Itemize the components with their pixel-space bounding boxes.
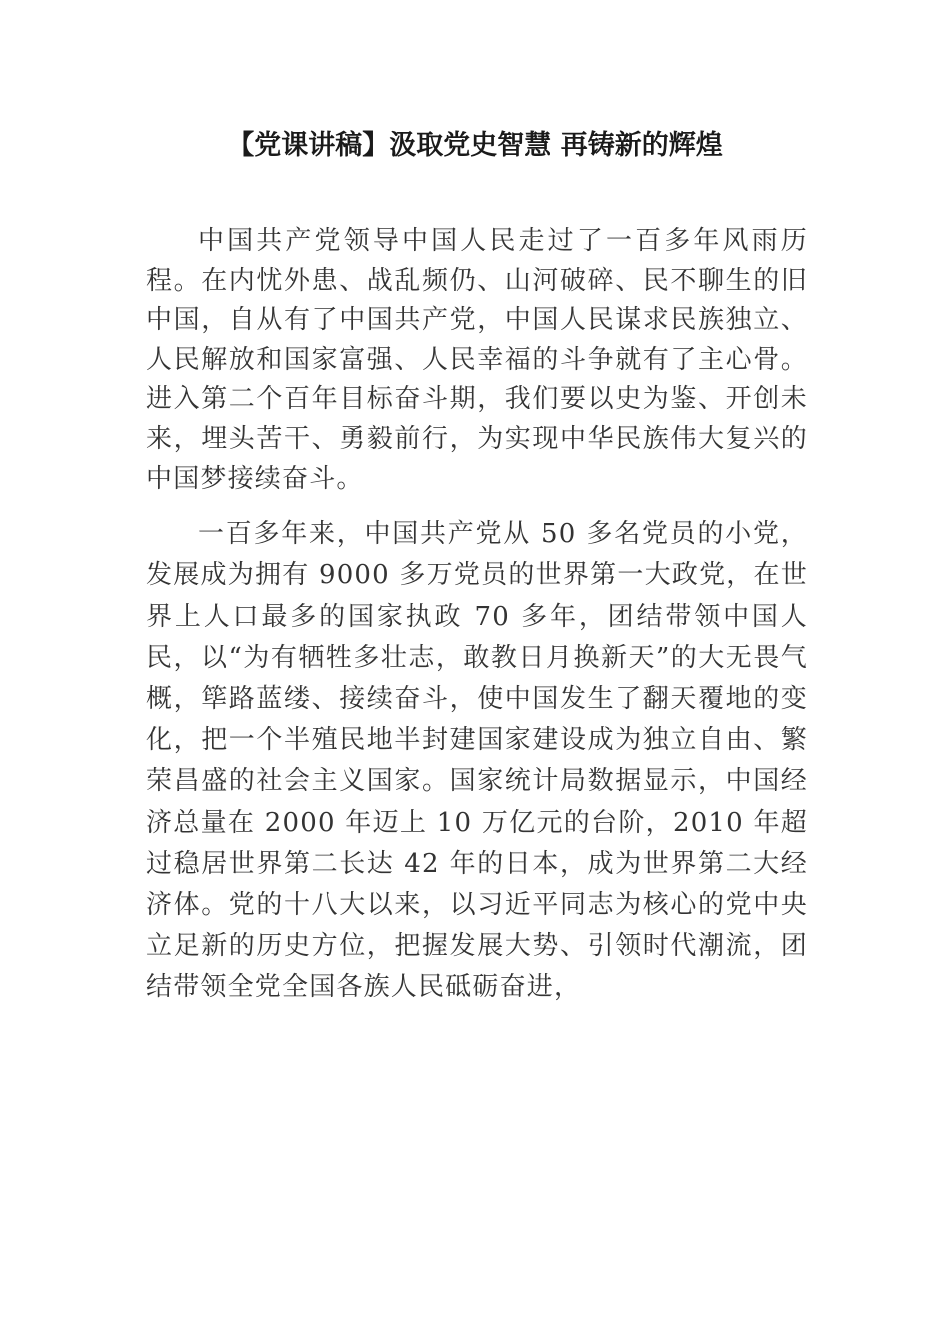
document-body (146, 222, 808, 1009)
paragraph-1: 中国共产党领导中国人民走过了一百多年风雨历程。在内忧外患、战乱频仍、山河破碎、民不聊生的旧中国，自从有了中国共产党，中国人民谋求民族独立、人民解放和国家富强、人民幸福的斗争就有了主心骨。进入第二个百年目标奋斗期，我们要以史为鉴、开创未来，埋头苦干、勇毅前行，为实现中华民族伟大复兴的中国梦接续奋斗。 (146, 226, 808, 494)
paragraph-2: 一百多年来，中国共产党从 50 多名党员的小党，发展成为拥有 9000 多万党员的世界第一大政党，在世界上人口最多的国家执政 70 多年，团结带领中国人民，以“为有牺牲多壮志，敢教日月换新天”的大无畏气概，筚路蓝缕、接续奋斗，使中国发生了翻天覆地的变化，把一个半殖民地半封建国家建设成为独立自由、繁荣昌盛的社会主义国家。国家统计局数据显示，中国经济总量在 2000 年迈上 10 万亿元的台阶，2010 年超过稳居世界第二长达 42 年的日本，成为世界第二大经济体。党的十八大以来，以习近平同志为核心的党中央立足新的历史方位，把握发展大势、引领时代潮流，团结带领全党全国各族人民砥砺奋进， (146, 519, 808, 1003)
document-title: 【党课讲稿】汲取党史智慧 再铸新的辉煌 (227, 130, 723, 161)
